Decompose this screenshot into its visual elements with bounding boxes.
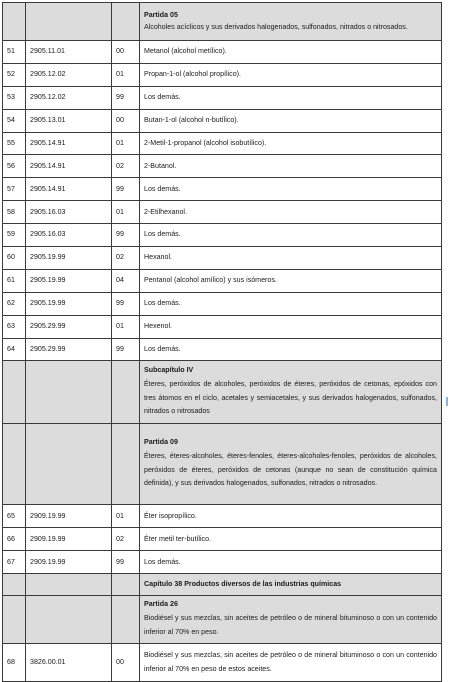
description: 2-Metil-1-propanol (alcohol isobutílico). — [140, 132, 442, 155]
tariff-code: 2905.19.99 — [26, 247, 112, 270]
row-number: 61 — [3, 269, 26, 292]
table-row — [3, 41, 442, 64]
subcode: 99 — [112, 178, 140, 201]
row-number: 67 — [3, 551, 26, 574]
row-number: 51 — [3, 41, 26, 64]
subcode: 99 — [112, 224, 140, 247]
row-number: 54 — [3, 109, 26, 132]
row-number: 63 — [3, 315, 26, 338]
row-number: 57 — [3, 178, 26, 201]
description: Éter metil ter-butílico. — [140, 528, 442, 551]
row-number: 68 — [3, 644, 26, 682]
partida-26-text: Biodiésel y sus mezclas, sin aceites de petróleo o de mineral bituminoso o con un contenido inferior al 70% en peso. — [144, 614, 437, 636]
subcode: 99 — [112, 86, 140, 109]
subcode: 04 — [112, 269, 140, 292]
table-row — [3, 178, 442, 201]
partida-05-row — [3, 3, 442, 41]
capitulo-38-heading: Capítulo 38 Productos diversos de las industrias químicas — [144, 580, 342, 589]
tariff-code: 2905.14.91 — [26, 155, 112, 178]
description: Butan-1-ol (alcohol n-butílico). — [140, 109, 442, 132]
subcapitulo-iv-row — [3, 361, 442, 424]
subcode: 99 — [112, 551, 140, 574]
tariff-code: 2905.16.03 — [26, 224, 112, 247]
empty-cell — [26, 361, 112, 424]
table-row — [3, 86, 442, 109]
empty-cell — [26, 424, 112, 505]
empty-cell — [3, 3, 26, 41]
description: Pentanol (alcohol amílico) y sus isómeros. — [140, 269, 442, 292]
description: Metanol (alcohol metílico). — [140, 41, 442, 64]
description: Los demás. — [140, 224, 442, 247]
row-number: 64 — [3, 338, 26, 361]
description: Los demás. — [140, 292, 442, 315]
table-row — [3, 292, 442, 315]
table-row — [3, 315, 442, 338]
description: Los demás. — [140, 551, 442, 574]
empty-cell — [26, 596, 112, 644]
tariff-code: 2909.19.99 — [26, 551, 112, 574]
empty-cell — [26, 574, 112, 596]
capitulo-38-row — [3, 574, 442, 596]
table-row — [3, 201, 442, 224]
row-68-text: Biodiésel y sus mezclas, sin aceites de petróleo o de mineral bituminoso o con un contenido inferior al 70% en peso de estos aceites. — [144, 651, 437, 673]
cursor-marker — [446, 397, 448, 406]
subcode: 01 — [112, 315, 140, 338]
tariff-code: 2905.12.02 — [26, 63, 112, 86]
empty-cell — [3, 361, 26, 424]
empty-cell — [112, 596, 140, 644]
tariff-code: 2905.16.03 — [26, 201, 112, 224]
description: Hexenol. — [140, 315, 442, 338]
table-row — [3, 155, 442, 178]
table-row — [3, 528, 442, 551]
description: Los demás. — [140, 178, 442, 201]
section-cell — [140, 424, 442, 505]
tariff-code: 2905.19.99 — [26, 269, 112, 292]
tariff-code: 2905.19.99 — [26, 292, 112, 315]
subcapitulo-iv-text: Éteres, peróxidos de alcoholes, peróxidos de éteres, peróxidos de cetonas, epóxidos con tres átomos en el ciclo, acetales y semiacetales, y sus derivados halogenados, sulfonados, nitrados o nitrosados — [144, 380, 437, 416]
row-number: 58 — [3, 201, 26, 224]
tariff-code: 2905.14.91 — [26, 132, 112, 155]
section-cell — [140, 3, 442, 41]
table-row — [3, 247, 442, 270]
description — [140, 644, 442, 682]
description: 2-Butanol. — [140, 155, 442, 178]
row-number: 65 — [3, 505, 26, 528]
empty-cell — [112, 574, 140, 596]
subcode: 00 — [112, 41, 140, 64]
tariff-code: 2905.13.01 — [26, 109, 112, 132]
tariff-code: 2905.29.99 — [26, 338, 112, 361]
empty-cell — [3, 424, 26, 505]
description: Hexanol. — [140, 247, 442, 270]
table-row — [3, 224, 442, 247]
empty-cell — [112, 424, 140, 505]
row-number: 66 — [3, 528, 26, 551]
tariff-code: 2905.14.91 — [26, 178, 112, 201]
subcode: 01 — [112, 505, 140, 528]
subcode: 02 — [112, 155, 140, 178]
table-row — [3, 338, 442, 361]
table-row — [3, 551, 442, 574]
row-number: 52 — [3, 63, 26, 86]
partida-05-heading: Partida 05 — [144, 10, 178, 19]
description: Éter isopropílico. — [140, 505, 442, 528]
tariff-table — [2, 2, 442, 682]
partida-09-row — [3, 424, 442, 505]
empty-cell — [112, 3, 140, 41]
partida-05-text: Alcoholes acíclicos y sus derivados halogenados, sulfonados, nitrados o nitrosados. — [144, 23, 408, 31]
tariff-code: 2905.29.99 — [26, 315, 112, 338]
empty-cell — [26, 3, 112, 41]
subcode: 01 — [112, 63, 140, 86]
row-number: 59 — [3, 224, 26, 247]
subcode: 02 — [112, 528, 140, 551]
row-number: 55 — [3, 132, 26, 155]
tariff-code: 2905.11.01 — [26, 41, 112, 64]
row-number: 60 — [3, 247, 26, 270]
description: Los demás. — [140, 338, 442, 361]
table-row — [3, 109, 442, 132]
subcode: 99 — [112, 292, 140, 315]
section-cell — [140, 574, 442, 596]
row-number: 53 — [3, 86, 26, 109]
tariff-code: 3826.00.01 — [26, 644, 112, 682]
table-row — [3, 644, 442, 682]
subcapitulo-iv-heading: Subcapítulo IV — [144, 366, 194, 375]
subcode: 00 — [112, 644, 140, 682]
section-cell — [140, 361, 442, 424]
table-row — [3, 269, 442, 292]
tariff-code: 2909.19.99 — [26, 505, 112, 528]
partida-26-row — [3, 596, 442, 644]
partida-09-heading: Partida 09 — [144, 438, 178, 447]
row-number: 62 — [3, 292, 26, 315]
partida-09-text: Éteres, éteres-alcoholes, éteres-fenoles, éteres-alcoholes-fenoles, peróxidos de alcoholes, peróxidos de éteres, peróxidos de cetonas (aunque no sean de constitución química definida), y sus derivados halogenados, sulfonados, nitrados o nitrosados. — [144, 452, 437, 488]
empty-cell — [112, 361, 140, 424]
empty-cell — [3, 574, 26, 596]
empty-cell — [3, 596, 26, 644]
table-row — [3, 63, 442, 86]
section-cell — [140, 596, 442, 644]
subcode: 02 — [112, 247, 140, 270]
description: Propan-1-ol (alcohol propílico). — [140, 63, 442, 86]
table-row — [3, 132, 442, 155]
subcode: 00 — [112, 109, 140, 132]
tariff-code: 2905.12.02 — [26, 86, 112, 109]
description: Los demás. — [140, 86, 442, 109]
partida-26-heading: Partida 26 — [144, 600, 178, 609]
subcode: 01 — [112, 132, 140, 155]
subcode: 99 — [112, 338, 140, 361]
subcode: 01 — [112, 201, 140, 224]
row-number: 56 — [3, 155, 26, 178]
description: 2-Etilhexanol. — [140, 201, 442, 224]
tariff-code: 2909.19.99 — [26, 528, 112, 551]
table-row — [3, 505, 442, 528]
